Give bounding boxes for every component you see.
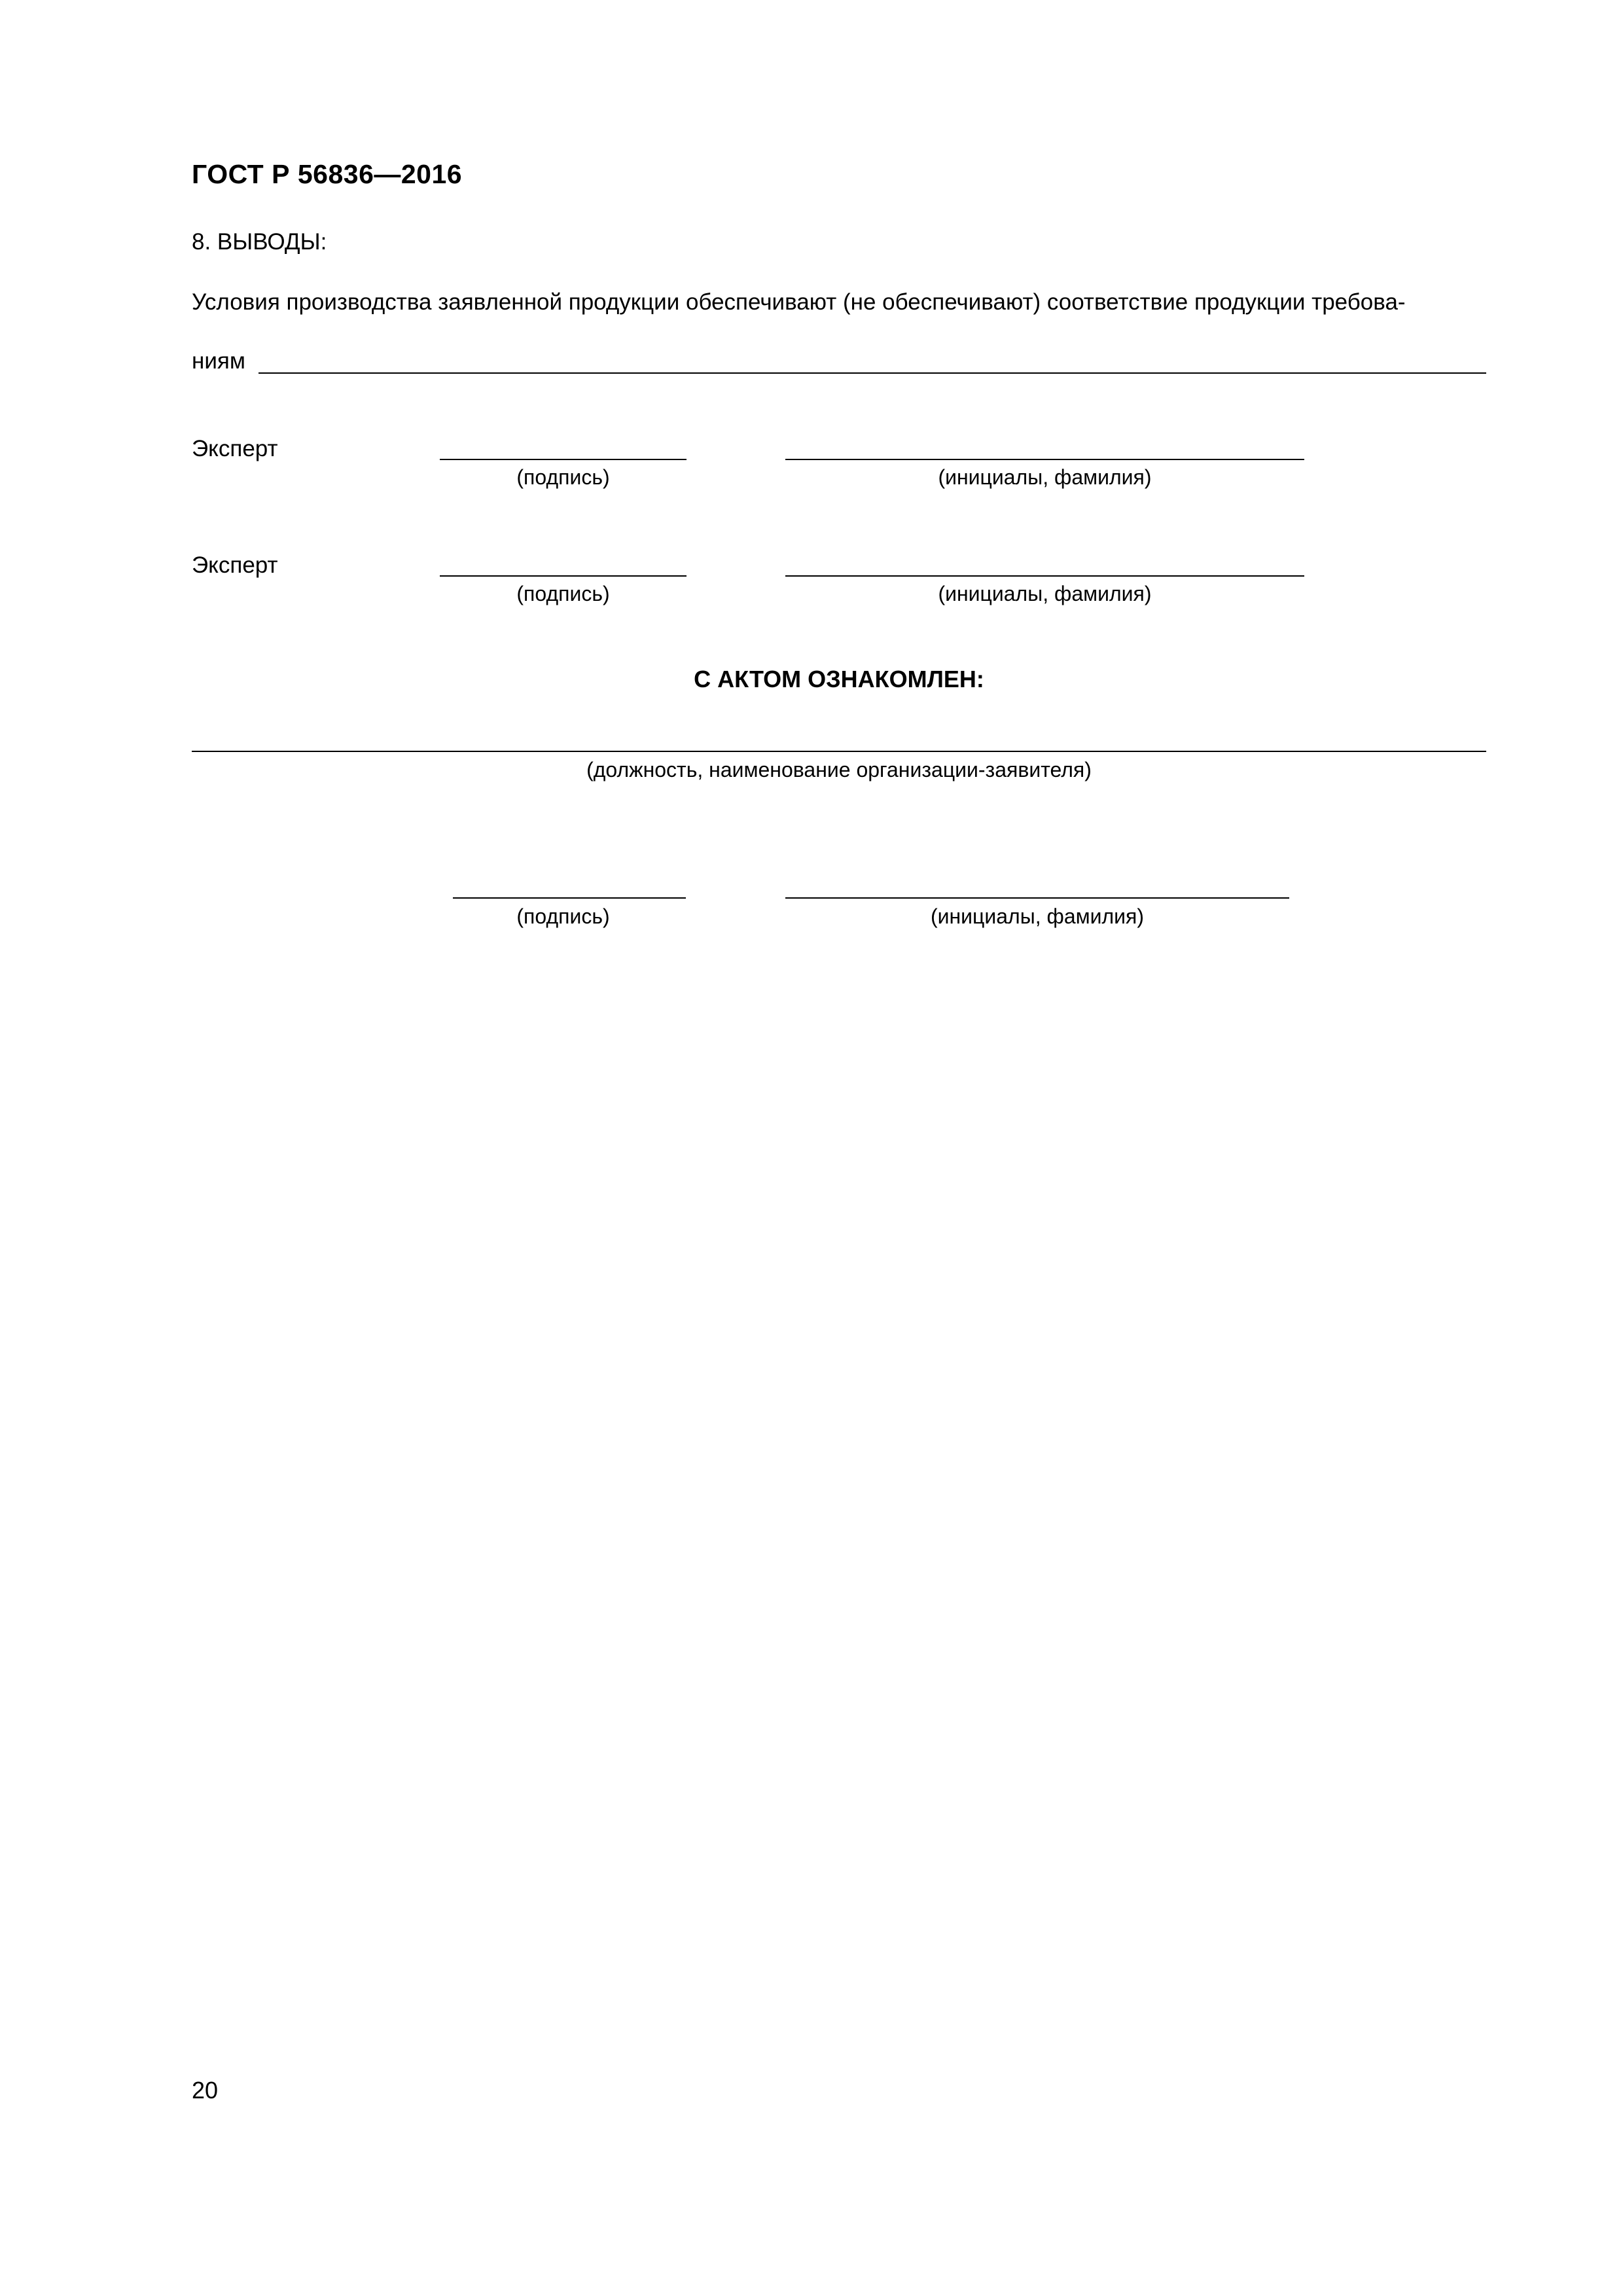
applicant-name-caption: (инициалы, фамилия) [930,905,1145,928]
expert-1-signature-line [440,459,687,460]
expert-1-label: Эксперт [192,436,278,461]
conclusion-text-line-1: Условия производства заявленной продукции обеспечивают (не обеспечивают) соответствие продукции требова- [192,289,1406,315]
expert-2-label: Эксперт [192,552,278,578]
expert-2-signature-line [440,575,687,577]
applicant-signature-line [453,897,686,899]
applicant-signature-caption: (подпись) [516,905,610,928]
standard-header: ГОСТ Р 56836—2016 [192,159,463,189]
conclusion-text-line-2: ниям [192,348,245,374]
section-title: 8. ВЫВОДЫ: [192,229,327,255]
expert-2-name-caption: (инициалы, фамилия) [938,582,1152,605]
page-number: 20 [192,2077,219,2104]
requirements-blank-line [259,372,1486,374]
expert-1-name-caption: (инициалы, фамилия) [938,465,1152,489]
expert-2-name-line [785,575,1304,577]
expert-2-signature-caption: (подпись) [516,582,610,605]
acknowledged-title: С АКТОМ ОЗНАКОМЛЕН: [694,666,984,692]
expert-1-signature-caption: (подпись) [516,465,610,489]
expert-1-name-line [785,459,1304,460]
applicant-caption: (должность, наименование организации-заявителя) [586,758,1092,781]
applicant-blank-line [192,751,1486,752]
applicant-name-line [785,897,1289,899]
